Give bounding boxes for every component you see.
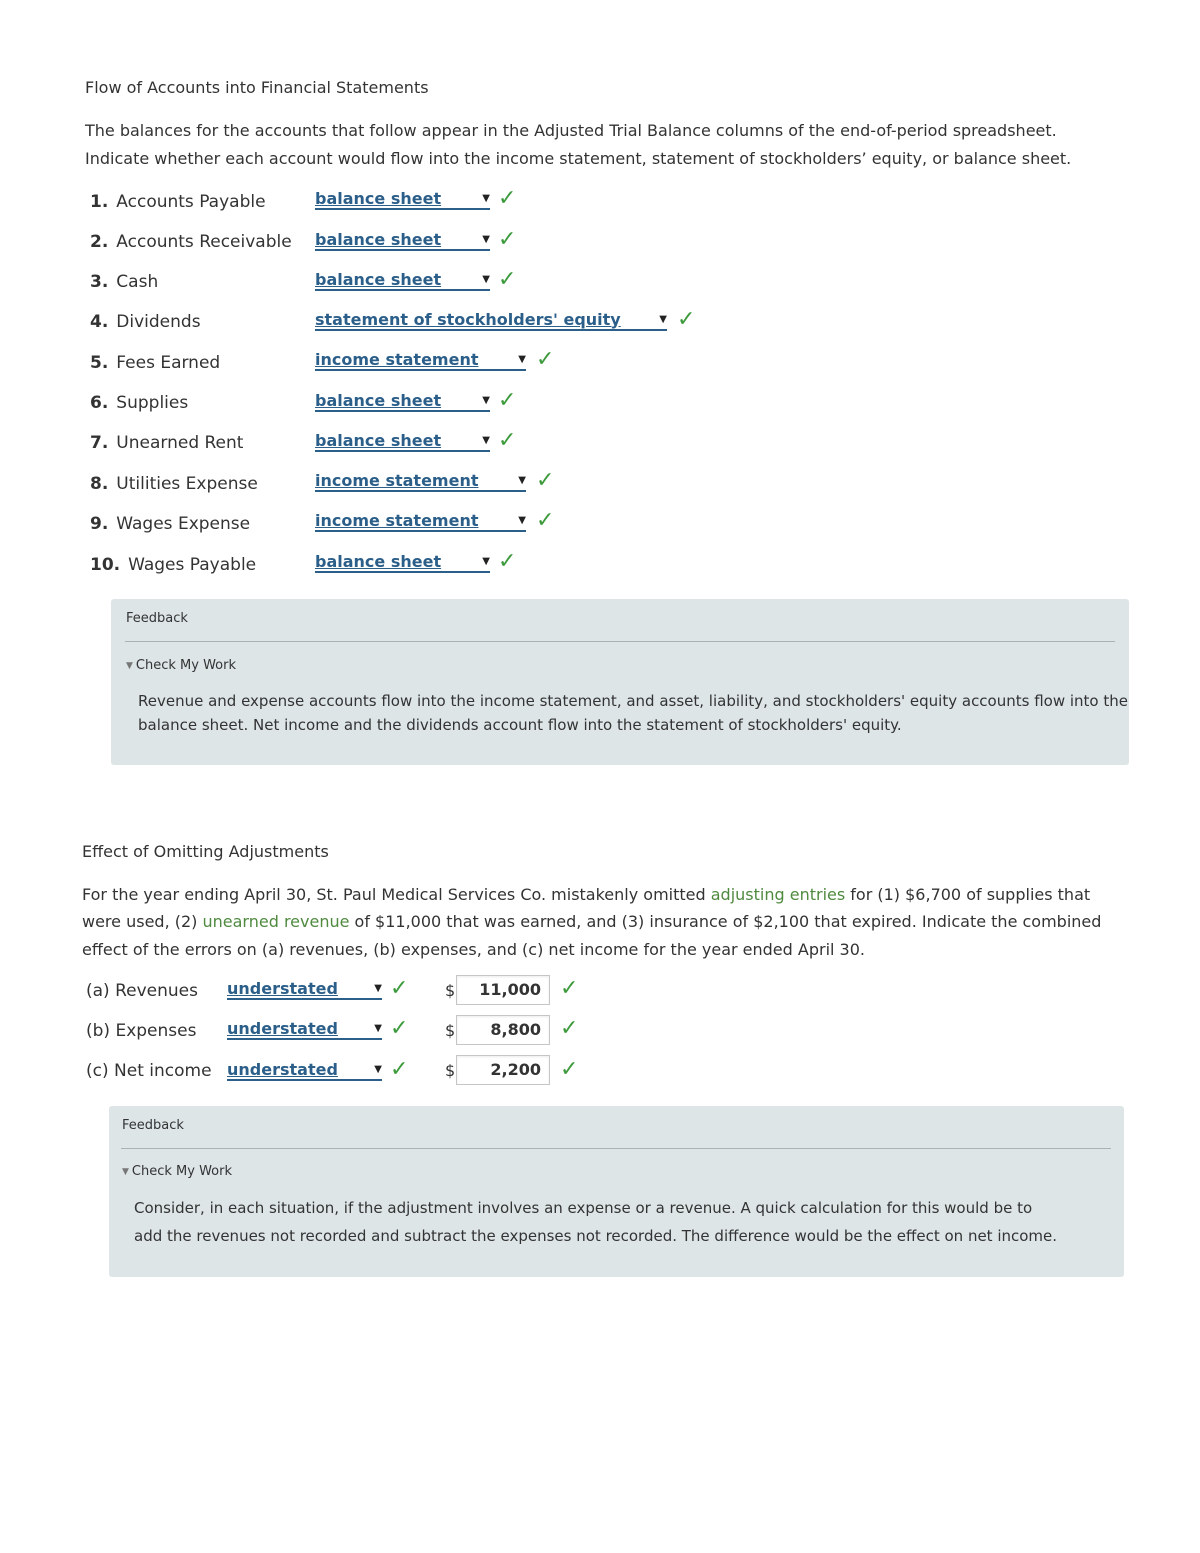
dropdown-value: income statement (315, 470, 479, 490)
question-row (90, 511, 250, 537)
triangle-down-icon: ▼ (126, 660, 133, 671)
statement-dropdown[interactable] (315, 269, 490, 291)
dropdown-value: balance sheet (315, 390, 442, 410)
caret-down-icon: ▼ (518, 474, 526, 486)
triangle-down-icon: ▼ (122, 1166, 129, 1177)
unearned-revenue-link[interactable]: unearned revenue (202, 912, 350, 931)
dropdown-value: balance sheet (315, 551, 442, 571)
caret-down-icon: ▼ (374, 982, 382, 994)
question-row (90, 350, 220, 376)
effect-label: (b) Expenses (86, 1021, 197, 1041)
question-number: 9. (90, 514, 109, 534)
check-my-work-label: Check My Work (131, 1164, 233, 1179)
correct-check-icon: ✓ (536, 508, 555, 533)
feedback-divider (121, 1148, 1111, 1149)
dropdown-value: understated (227, 978, 338, 998)
caret-down-icon: ▼ (518, 514, 526, 526)
amount-input[interactable]: 2,200 (456, 1055, 550, 1085)
account-label: Fees Earned (116, 353, 221, 373)
correct-check-icon: ✓ (560, 976, 579, 1001)
question-number: 10. (90, 555, 121, 575)
feedback-divider (125, 641, 1115, 642)
dropdown-value: statement of stockholders' equity (315, 309, 621, 329)
section2-title: Effect of Omitting Adjustments (82, 842, 329, 861)
feedback-text-line1: Consider, in each situation, if the adjustment involves an expense or a revenue. A quick calculation for this would be to (134, 1199, 1033, 1217)
statement-dropdown[interactable] (315, 510, 526, 532)
correct-check-icon: ✓ (498, 186, 517, 211)
question-number: 1. (90, 192, 109, 212)
caret-down-icon: ▼ (482, 192, 490, 204)
account-label: Wages Payable (128, 555, 257, 575)
question-number: 5. (90, 353, 109, 373)
feedback-panel (109, 1106, 1124, 1277)
correct-check-icon: ✓ (498, 549, 517, 574)
dropdown-value: income statement (315, 510, 479, 530)
question-row (90, 229, 292, 255)
effect-label: (c) Net income (86, 1061, 212, 1081)
question-row (90, 552, 256, 578)
statement-dropdown[interactable] (315, 188, 490, 210)
statement-dropdown[interactable] (315, 470, 526, 492)
caret-down-icon: ▼ (482, 555, 490, 567)
feedback-text-line2: balance sheet. Net income and the dividends account flow into the statement of stockholders' equity. (138, 716, 902, 734)
para-text: for (1) $6,700 of supplies that (845, 885, 1091, 904)
correct-check-icon: ✓ (498, 388, 517, 413)
feedback-text-line2: add the revenues not recorded and subtract the expenses not recorded. The difference would be the effect on net income. (134, 1227, 1058, 1245)
statement-dropdown[interactable] (315, 349, 526, 371)
caret-down-icon: ▼ (374, 1063, 382, 1075)
caret-down-icon: ▼ (482, 394, 490, 406)
para-text: of $11,000 that was earned, and (3) insurance of $2,100 that expired. Indicate the combined (349, 912, 1102, 931)
dropdown-value: income statement (315, 349, 479, 369)
correct-check-icon: ✓ (677, 307, 696, 332)
currency-symbol: $ (445, 1021, 456, 1040)
account-label: Cash (116, 272, 159, 292)
statement-dropdown[interactable] (315, 309, 667, 331)
correct-check-icon: ✓ (498, 428, 517, 453)
para-text: were used, (2) (82, 912, 203, 931)
question-row (90, 430, 243, 456)
correct-check-icon: ✓ (390, 1057, 409, 1082)
section2-para-line2 (82, 908, 1101, 936)
dropdown-value: understated (227, 1059, 338, 1079)
account-label: Dividends (116, 312, 201, 332)
correct-check-icon: ✓ (536, 468, 555, 493)
account-label: Accounts Payable (116, 192, 266, 212)
caret-down-icon: ▼ (482, 233, 490, 245)
correct-check-icon: ✓ (560, 1057, 579, 1082)
dropdown-value: balance sheet (315, 229, 442, 249)
dropdown-value: understated (227, 1018, 338, 1038)
account-label: Wages Expense (116, 514, 251, 534)
feedback-title: Feedback (126, 611, 188, 626)
amount-input[interactable]: 8,800 (456, 1015, 550, 1045)
question-number: 8. (90, 474, 109, 494)
amount-input[interactable]: 11,000 (456, 975, 550, 1005)
correct-check-icon: ✓ (390, 1016, 409, 1041)
section1-instructions-line2: Indicate whether each account would flow into the income statement, statement of stockholders’ equity, or balance sheet. (85, 149, 1072, 168)
effect-dropdown[interactable] (227, 978, 382, 1000)
feedback-title: Feedback (122, 1118, 184, 1133)
statement-dropdown[interactable] (315, 229, 490, 251)
question-row (90, 189, 266, 215)
correct-check-icon: ✓ (560, 1016, 579, 1041)
caret-down-icon: ▼ (374, 1022, 382, 1034)
section1-instructions-line1: The balances for the accounts that follow appear in the Adjusted Trial Balance columns of the end-of-period spreadsheet. (85, 121, 1057, 140)
adjusting-entries-link[interactable]: adjusting entries (710, 885, 846, 904)
correct-check-icon: ✓ (498, 267, 517, 292)
account-label: Accounts Receivable (116, 232, 292, 252)
check-my-work-label: Check My Work (135, 658, 237, 673)
question-number: 7. (90, 433, 109, 453)
caret-down-icon: ▼ (482, 434, 490, 446)
dropdown-value: balance sheet (315, 188, 442, 208)
check-my-work-toggle[interactable] (122, 1164, 232, 1179)
account-label: Unearned Rent (116, 433, 244, 453)
caret-down-icon: ▼ (518, 353, 526, 365)
feedback-panel (111, 599, 1129, 765)
effect-dropdown[interactable] (227, 1059, 382, 1081)
effect-dropdown[interactable] (227, 1018, 382, 1040)
effect-label: (a) Revenues (86, 981, 198, 1001)
caret-down-icon: ▼ (482, 273, 490, 285)
question-number: 4. (90, 312, 109, 332)
account-label: Supplies (116, 393, 189, 413)
question-row (90, 309, 201, 335)
correct-check-icon: ✓ (498, 227, 517, 252)
question-number: 3. (90, 272, 109, 292)
section1-title: Flow of Accounts into Financial Statements (85, 78, 429, 97)
currency-symbol: $ (445, 981, 456, 1000)
dropdown-value: balance sheet (315, 269, 442, 289)
question-row (90, 269, 158, 295)
section2-para-line3: effect of the errors on (a) revenues, (b) expenses, and (c) net income for the year ended April 30. (82, 940, 865, 959)
correct-check-icon: ✓ (390, 976, 409, 1001)
correct-check-icon: ✓ (536, 347, 555, 372)
caret-down-icon: ▼ (659, 313, 667, 325)
para-text: For the year ending April 30, St. Paul Medical Services Co. mistakenly omitted (82, 885, 711, 904)
question-number: 6. (90, 393, 109, 413)
statement-dropdown[interactable] (315, 390, 490, 412)
statement-dropdown[interactable] (315, 551, 490, 573)
statement-dropdown[interactable] (315, 430, 490, 452)
check-my-work-toggle[interactable] (126, 658, 236, 673)
question-row (90, 471, 258, 497)
dropdown-value: balance sheet (315, 430, 442, 450)
account-label: Utilities Expense (116, 474, 258, 494)
currency-symbol: $ (445, 1061, 456, 1080)
section2-para-line1 (82, 881, 1090, 909)
question-row (90, 390, 188, 416)
feedback-text-line1: Revenue and expense accounts flow into the income statement, and asset, liability, and stockholders' equity accounts flow into the (138, 692, 1128, 710)
question-number: 2. (90, 232, 109, 252)
